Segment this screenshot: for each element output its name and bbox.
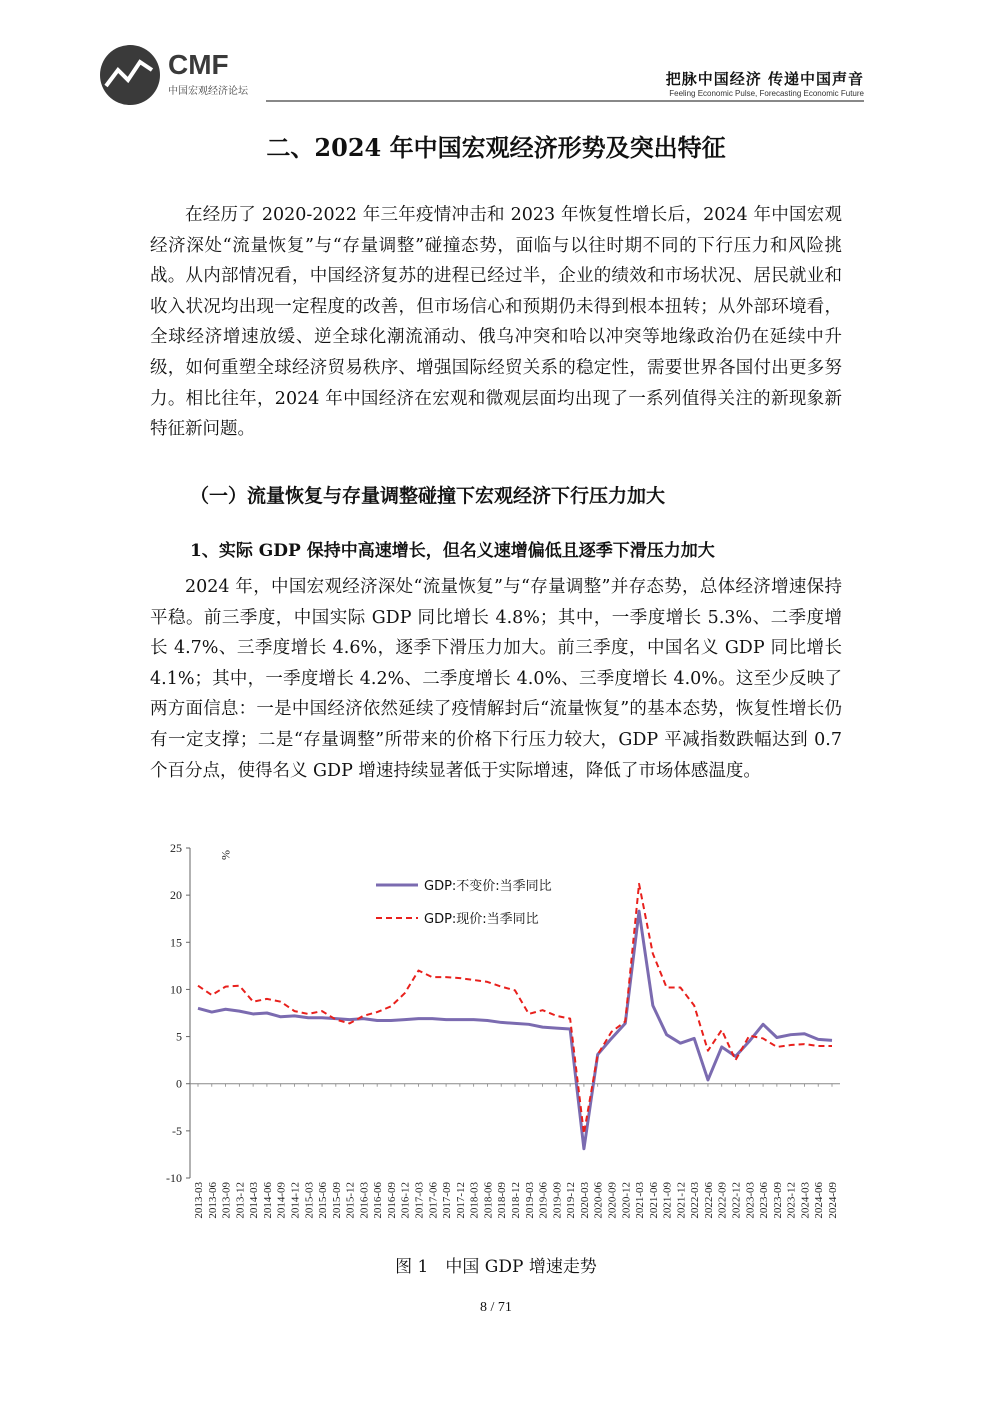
y-tick-label: -5 bbox=[172, 1123, 182, 1138]
logo-text: CMF bbox=[168, 49, 229, 80]
header-slogan bbox=[666, 68, 864, 98]
page-title: 二、2024 年中国宏观经济形势及突出特征 bbox=[266, 133, 726, 162]
x-tick-label: 2018-03 bbox=[468, 1182, 481, 1219]
x-tick-label: 2018-12 bbox=[510, 1182, 522, 1219]
y-tick-label: 25 bbox=[170, 841, 182, 855]
x-tick-label: 2023-03 bbox=[744, 1182, 757, 1219]
x-tick-label: 2017-09 bbox=[441, 1182, 454, 1219]
y-tick-label: 10 bbox=[170, 982, 182, 997]
x-tick-label: 2015-12 bbox=[344, 1182, 357, 1219]
x-tick-label: 2013-06 bbox=[206, 1182, 219, 1219]
y-tick-label: 0 bbox=[176, 1076, 182, 1091]
slogan-en: Feeling Economic Pulse, Forecasting Economic Future bbox=[669, 89, 864, 98]
x-tick-label: 2020-12 bbox=[620, 1182, 633, 1219]
x-tick-label: 2019-12 bbox=[565, 1182, 578, 1219]
x-tick-label: 2017-12 bbox=[454, 1182, 467, 1219]
y-tick-label: 5 bbox=[176, 1029, 182, 1044]
x-tick-label: 2020-03 bbox=[578, 1182, 591, 1219]
page-header bbox=[98, 40, 864, 110]
logo-subtext: 中国宏观经济论坛 bbox=[168, 86, 248, 97]
x-tick-label: 2018-09 bbox=[496, 1182, 509, 1219]
x-tick-label: 2023-12 bbox=[785, 1182, 798, 1219]
page-number: 8 / 71 bbox=[480, 1300, 512, 1315]
x-tick-label: 2013-09 bbox=[220, 1182, 233, 1219]
x-tick-label: 2013-03 bbox=[193, 1182, 205, 1219]
paragraph-gdp: 2024 年，中国宏观经济深处“流量恢复”与“存量调整”并存态势，总体经济增速保持平稳。前三季度，中国实际 GDP 同比增长 4.8%；其中，一季度增长 5.3%、二季度增长 4.7%、三季度增长 4.6%，逐季下滑压力加大。前三季度，中国名义 GDP 同比增长 4.1%；其中，一季度增长 4.2%、二季度增长 4.0%、三季度增长 4.0%。这至少反映了两方面信息：一是中国经济依然延续了疫情解封后“流量恢复”的基本态势，恢复性增长仍有一定支撑；二是“存量调整”所带来的价格下行压力较大，GDP 平减指数跌幅达到 0.7 个百分点，使得名义 GDP 增速持续显著低于实际增速，降低了市场体感温度。 bbox=[150, 577, 842, 781]
header-rule bbox=[266, 100, 864, 102]
section-heading: （一）流量恢复与存量调整碰撞下宏观经济下行压力加大 bbox=[190, 485, 666, 507]
slogan-cn: 把脉中国经济 传递中国声音 bbox=[665, 70, 864, 88]
x-tick-label: 2019-09 bbox=[551, 1182, 564, 1219]
x-tick-label: 2014-06 bbox=[261, 1182, 274, 1219]
x-tick-label: 2016-09 bbox=[385, 1182, 398, 1219]
x-tick-label: 2015-09 bbox=[330, 1182, 343, 1219]
legend-label: GDP:不变价:当季同比 bbox=[424, 879, 552, 894]
x-tick-label: 2020-09 bbox=[606, 1182, 619, 1219]
x-tick-label: 2021-06 bbox=[647, 1182, 660, 1219]
x-tick-label: 2017-06 bbox=[427, 1182, 440, 1219]
x-tick-label: 2016-12 bbox=[399, 1182, 412, 1219]
y-tick-label: 20 bbox=[170, 888, 182, 903]
paragraph-intro: 在经历了 2020-2022 年三年疫情冲击和 2023 年恢复性增长后，2024 年中国宏观经济深处“流量恢复”与“存量调整”碰撞态势，面临与以往时期不同的下行压力和风险挑战。从内部情况看，中国经济复苏的进程已经过半，企业的绩效和市场状况、居民就业和收入状况均出现一定程度的改善，但市场信心和预期仍未得到根本扭转；从外部环境看，全球经济增速放缓、逆全球化潮流涌动、俄乌冲突和哈以冲突等地缘政治仍在延续中升级，如何重塑全球经济贸易秩序、增强国际经贸关系的稳定性，需要世界各国付出更多努力。相比往年，2024 年中国经济在宏观和微观层面均出现了一系列值得关注的新现象新特征新问题。 bbox=[150, 205, 842, 440]
x-tick-label: 2014-12 bbox=[289, 1182, 302, 1219]
x-tick-label: 2024-06 bbox=[813, 1182, 826, 1219]
x-tick-label: 2023-09 bbox=[771, 1182, 784, 1219]
x-tick-label: 2021-12 bbox=[675, 1182, 688, 1219]
y-axis-label: % bbox=[219, 850, 233, 860]
x-tick-label: 2023-06 bbox=[758, 1182, 771, 1219]
x-tick-label: 2019-03 bbox=[523, 1182, 536, 1219]
subsection-heading: 1、实际 GDP 保持中高速增长，但名义速增偏低且逐季下滑压力加大 bbox=[190, 541, 715, 561]
x-tick-label: 2014-03 bbox=[248, 1182, 261, 1219]
x-tick-label: 2022-03 bbox=[689, 1182, 702, 1219]
x-tick-label: 2020-06 bbox=[592, 1182, 605, 1219]
x-tick-label: 2022-12 bbox=[730, 1182, 743, 1219]
x-tick-label: 2016-06 bbox=[372, 1182, 385, 1219]
x-tick-label: 2022-06 bbox=[702, 1182, 715, 1219]
x-tick-label: 2024-09 bbox=[827, 1182, 839, 1219]
y-tick-label: 15 bbox=[170, 935, 182, 950]
x-tick-label: 2021-03 bbox=[634, 1182, 647, 1219]
x-tick-label: 2016-03 bbox=[358, 1182, 371, 1219]
x-tick-label: 2014-09 bbox=[275, 1182, 288, 1219]
figure-caption: 图 1 中国 GDP 增速走势 bbox=[395, 1257, 597, 1277]
y-tick-label: -10 bbox=[166, 1171, 182, 1185]
x-tick-label: 2013-12 bbox=[234, 1182, 247, 1219]
series-line-real-gdp bbox=[198, 911, 832, 1149]
x-tick-label: 2021-09 bbox=[661, 1182, 674, 1219]
x-tick-label: 2017-03 bbox=[413, 1182, 426, 1219]
gdp-growth-chart bbox=[150, 838, 850, 1246]
x-tick-label: 2019-06 bbox=[537, 1182, 550, 1219]
legend-label: GDP:现价:当季同比 bbox=[424, 912, 539, 927]
x-tick-label: 2024-03 bbox=[799, 1182, 812, 1219]
x-tick-label: 2015-06 bbox=[317, 1182, 330, 1219]
x-tick-label: 2015-03 bbox=[303, 1182, 316, 1219]
x-tick-label: 2022-09 bbox=[716, 1182, 729, 1219]
x-tick-label: 2018-06 bbox=[482, 1182, 495, 1219]
